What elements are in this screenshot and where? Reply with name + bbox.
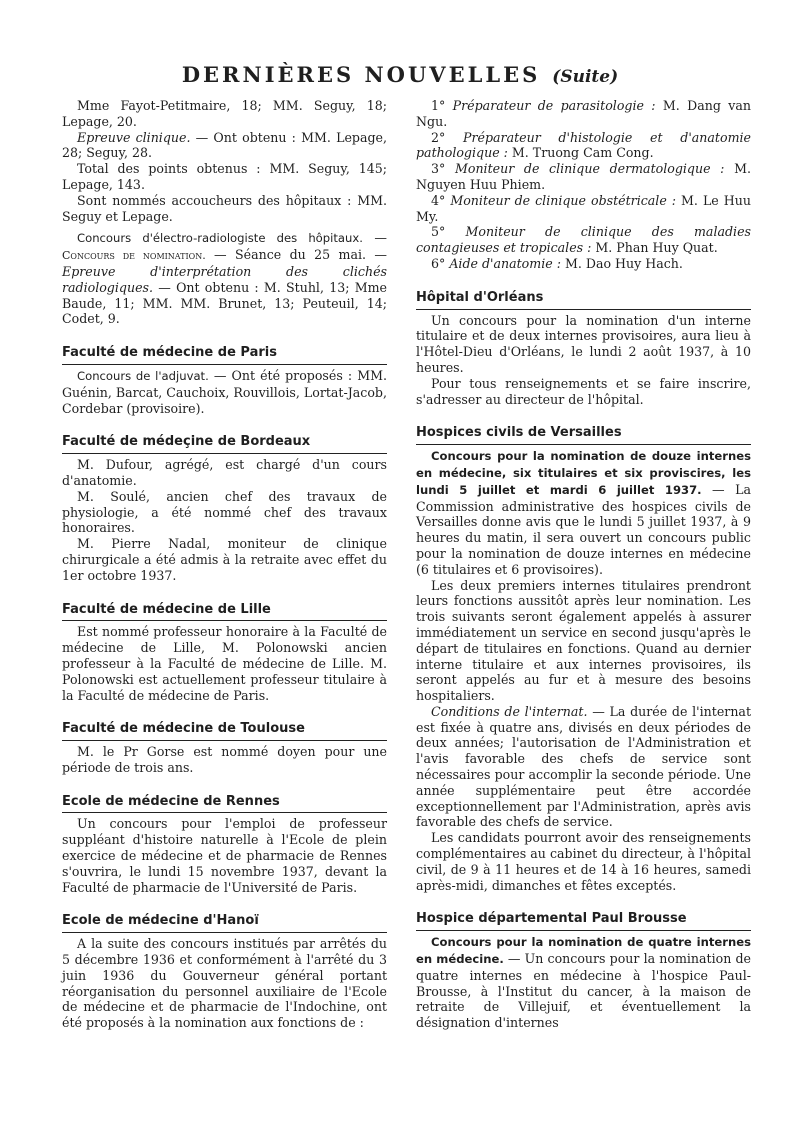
list-item: 5° Moniteur de clinique des maladies contagieuses et tropicales : M. Phan Huy Quat. xyxy=(416,224,751,256)
list-item: 2° Préparateur d'histologie et d'anatomie pathologique : M. Truong Cam Cong. xyxy=(416,129,751,161)
list-item: 3° Moniteur de clinique dermatologique : M. Nguyen Huu Phiem. xyxy=(416,161,751,192)
paragraph: Total des points obtenus : MM. Seguy, 145; Lepage, 143. xyxy=(62,161,387,192)
section-heading: Faculté de médecine de Toulouse xyxy=(62,721,387,741)
paragraph: Concours d'électro-radiologiste des hôpitaux. — Concours de nomination. — Séance du 25 mai. — Epreuve d'interprétation des clichés radiologiques. — Ont obtenu : M. Stuhl, 13; Mme Baude, 11; MM. MM. Brunet, 13; Peuteuil, 14; Codet, 9. xyxy=(62,230,387,327)
right-column xyxy=(416,98,751,1031)
section-heading: Faculté de médeçine de Bordeaux xyxy=(62,434,387,454)
paragraph: Pour tous renseignements et se faire inscrire, s'adresser au directeur de l'hôpital. xyxy=(416,375,751,407)
paragraph: M. Dufour, agrégé, est chargé d'un cours d'anatomie. xyxy=(62,457,387,488)
list-item: 6° Aide d'anatomie : M. Dao Huy Hach. xyxy=(431,255,683,271)
section-heading: Hospices civils de Versailles xyxy=(416,425,751,445)
paragraph: Un concours pour la nomination d'un interne titulaire et de deux internes provisoires, aura lieu à l'Hôtel-Dieu d'Orléans, le lundi 2 août 1937, à 10 heures. xyxy=(416,312,751,375)
paragraph: Est nommé professeur honoraire à la Faculté de médecine de Lille, M. Polonowski ancien professeur à la Faculté de médecine de Lille. M. Polonowski est actuellement professeur titulaire à la Faculté de médecine de Paris. xyxy=(62,624,387,703)
page-title-suite: (Suite) xyxy=(552,67,619,87)
section-heading: Faculté de médecine de Paris xyxy=(62,345,387,365)
list-item: 1° Préparateur de parasitologie : M. Dang van Ngu. xyxy=(416,98,751,129)
section-heading: Hospice départemental Paul Brousse xyxy=(416,911,751,931)
section-heading: Hôpital d'Orléans xyxy=(416,290,751,310)
paragraph: Concours pour la nomination de douze internes en médecine, six titulaires et six proviscires, les lundi 5 juillet et mardi 6 juillet 1937. — La Commission administrative des hospices civils de Versailles donne avis que le lundi 5 juillet 1937, à 9 heures du matin, il sera ouvert un concours public pour la nomination de douze internes en médecine (6 titulaires et 6 provisoires). xyxy=(416,449,751,577)
section-heading: Ecole de médecine de Rennes xyxy=(62,794,387,814)
paragraph: Epreuve clinique. — Ont obtenu : MM. Lepage, 28; Seguy, 28. xyxy=(62,129,387,161)
paragraph: Concours pour la nomination de quatre internes en médecine. — Un concours pour la nomination de quatre internes en médecine à l'hospice Paul-Brousse, à l'Institut du cancer, à la maison de retraite de Villejuif, et éventuellement la désignation d'internes xyxy=(416,935,751,1031)
left-column xyxy=(62,98,387,1031)
section-heading: Faculté de médecine de Lille xyxy=(62,602,387,622)
page-header xyxy=(0,62,800,87)
paragraph: M. Pierre Nadal, moniteur de clinique chirurgicale a été admis à la retraite avec effet du 1er octobre 1937. xyxy=(62,536,387,583)
paragraph: Conditions de l'internat. — La durée de l'internat est fixée à quatre ans, divisés en deux périodes de deux années; l'autorisation de l'Administration et l'avis favorable des chefs de service sont nécessaires pour accomplir la seconde période. Une année supplémentaire peut être accordée exceptionnellement par l'Administration, après avis favorable des chefs de service. xyxy=(416,703,751,830)
paragraph: Un concours pour l'emploi de professeur suppléant d'histoire naturelle à l'Ecole de plein exercice de médecine et de pharmacie de Rennes s'ouvrira, le lundi 15 novembre 1937, devant la Faculté de pharmacie de l'Université de Paris. xyxy=(62,816,387,895)
section-heading: Ecole de médecine d'Hanoï xyxy=(62,913,387,933)
paragraph: Les candidats pourront avoir des renseignements complémentaires au cabinet du directeur, à l'hôpital civil, de 9 à 11 heures et de 14 à 16 heures, samedi après-midi, dimanches et fêtes exceptés. xyxy=(416,830,751,893)
list-item: 4° Moniteur de clinique obstétricale : M. Le Huu My. xyxy=(416,192,751,224)
paragraph: M. Soulé, ancien chef des travaux de physiologie, a été nommé chef des travaux honoraires. xyxy=(62,488,387,536)
paragraph: M. le Pr Gorse est nommé doyen pour une période de trois ans. xyxy=(62,744,387,775)
paragraph: Sont nommés accoucheurs des hôpitaux : MM. Seguy et Lepage. xyxy=(62,192,387,224)
italic-label: Epreuve clinique. xyxy=(77,129,191,145)
paragraph: Concours de l'adjuvat. — Ont été proposés : MM. Guénin, Barcat, Cauchoix, Rouvillois, Lortat-Jacob, Cordebar (provisoire). xyxy=(62,367,387,416)
paragraph: Mme Fayot-Petitmaire, 18; MM. Seguy, 18; Lepage, 20. xyxy=(62,98,387,129)
page-title: DERNIÈRES NOUVELLES xyxy=(181,62,541,87)
paragraph: A la suite des concours institués par arrêtés du 5 décembre 1936 et conformément à l'arrêté du 3 juin 1936 du Gouverneur général portant réorganisation du personnel auxiliaire de l'Ecole de médecine et de pharmacie de l'Indochine, ont été proposés à la nomination aux fonctions de : xyxy=(62,936,387,1031)
paragraph: Les deux premiers internes titulaires prendront leurs fonctions aussitôt après leur nomination. Les trois suivants seront également appelés à assurer immédiatement un service en second jusqu'après le départ de titulaires en fonctions. Quand au dernier interne titulaire et aux internes provisoires, ils seront appelés au fur et à mesure des besoins hospitaliers. xyxy=(416,577,751,704)
